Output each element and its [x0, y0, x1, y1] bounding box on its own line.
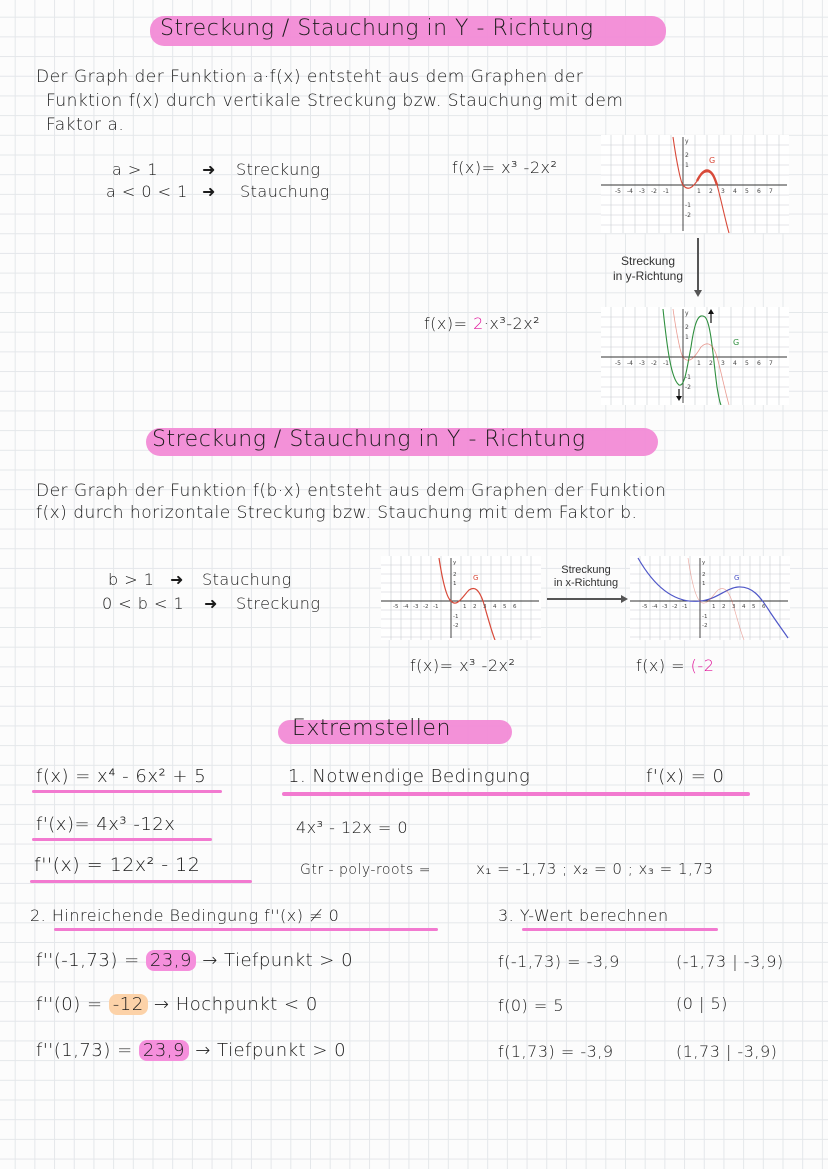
svg-text:y: y: [453, 560, 457, 566]
row3-pre: f''(1,73) =: [36, 1040, 133, 1061]
svg-text:-2: -2: [453, 623, 459, 629]
graph-f-stretched-y: [601, 307, 789, 405]
svg-text:-3: -3: [662, 604, 668, 610]
svg-text:2: 2: [685, 152, 689, 159]
step1-cond: f'(x) = 0: [646, 766, 725, 787]
section3-title: Extremstellen: [292, 716, 451, 741]
svg-text:3: 3: [732, 604, 736, 610]
section1-rule2-cond: a < 0 < 1: [106, 182, 188, 201]
arrow-note-y-line2: in y-Richtung: [612, 269, 684, 283]
gtr-text: Gtr - poly-roots =: [300, 862, 432, 878]
svg-text:-1: -1: [682, 604, 688, 610]
underline-f2: [30, 880, 252, 883]
row2: [36, 994, 318, 1015]
svg-text:-2: -2: [685, 384, 691, 391]
section1-rule1-result: Streckung: [236, 160, 321, 179]
svg-text:2: 2: [453, 572, 457, 578]
section2-rule1-result: Stauchung: [202, 570, 292, 589]
svg-text:-4: -4: [627, 188, 633, 195]
svg-text:2: 2: [709, 188, 713, 195]
section1-func1: f(x)= x³ -2x²: [452, 158, 558, 177]
arrow-note-x-line2: in x-Richtung: [553, 577, 619, 589]
svg-text:4: 4: [733, 360, 737, 367]
svg-text:-4: -4: [403, 604, 409, 610]
svg-text:1: 1: [685, 334, 689, 341]
svg-text:7: 7: [769, 360, 773, 367]
section2-func-right-val: (-2: [690, 656, 715, 675]
section2-rule2-cond: 0 < b < 1: [102, 594, 185, 613]
graph4-label: G: [734, 574, 740, 582]
step2-title: 2. Hinreichende Bedingung f''(x) ≠ 0: [30, 906, 340, 925]
section1-rule1-arrow: ➜: [202, 160, 216, 179]
y1: f(-1,73) = -3,9: [498, 952, 620, 971]
svg-text:-1: -1: [663, 188, 669, 195]
svg-text:-1: -1: [663, 360, 669, 367]
y2-point: (0 | 5): [676, 994, 728, 1013]
horizontal-arrow-line: [547, 598, 623, 600]
horizontal-arrow-head: [621, 595, 628, 603]
svg-text:6: 6: [757, 188, 761, 195]
svg-text:2: 2: [473, 604, 477, 610]
svg-text:-2: -2: [423, 604, 429, 610]
underline-step1: [282, 792, 750, 796]
section1-func2-pre: f(x)=: [424, 314, 474, 333]
svg-text:-1: -1: [685, 202, 691, 209]
graph-f-original: [601, 135, 789, 233]
svg-text:-1: -1: [702, 614, 708, 620]
svg-text:1: 1: [712, 604, 716, 610]
section2-rule2-arrow: ➜: [204, 594, 218, 613]
svg-text:-5: -5: [393, 604, 399, 610]
svg-text:6: 6: [513, 604, 517, 610]
svg-text:y: y: [685, 138, 689, 145]
y3-point: (1,73 | -3,9): [676, 1042, 778, 1061]
step3-title: 3. Y-Wert berechnen: [498, 906, 669, 925]
svg-text:-2: -2: [702, 623, 708, 629]
svg-text:-1: -1: [433, 604, 439, 610]
svg-text:-2: -2: [651, 360, 657, 367]
graph2-label: G: [733, 338, 740, 347]
svg-text:5: 5: [745, 360, 749, 367]
func-f1: f'(x)= 4x³ -12x: [36, 814, 176, 835]
svg-text:-3: -3: [639, 188, 645, 195]
graph1-label: G: [709, 156, 716, 165]
section1-rule1-cond: a > 1: [112, 160, 159, 179]
func-f: f(x) = x⁴ - 6x² + 5: [36, 766, 207, 787]
row1-pre: f''(-1,73) =: [36, 950, 140, 971]
graph-f-original-2: [381, 556, 541, 640]
underline-step3: [522, 928, 718, 931]
svg-text:-4: -4: [627, 360, 633, 367]
svg-text:2: 2: [685, 324, 689, 331]
section1-para-line2: Funktion f(x) durch vertikale Streckung bzw. Stauchung mit dem: [46, 91, 624, 111]
section1-func2-factor: 2: [473, 314, 484, 333]
svg-text:y: y: [685, 310, 689, 317]
graph-f-stretched-x: [630, 556, 790, 640]
section2-func-left: f(x)= x³ -2x²: [410, 656, 516, 675]
section2-func-right-pre: f(x) =: [636, 656, 691, 675]
row3: [36, 1040, 346, 1061]
svg-text:7: 7: [769, 188, 773, 195]
row1-post: → Tiefpunkt > 0: [202, 950, 354, 971]
func-f2: f''(x) = 12x² - 12: [34, 854, 201, 876]
svg-text:2: 2: [709, 360, 713, 367]
row1: [36, 950, 353, 971]
svg-text:-2: -2: [672, 604, 678, 610]
underline-step2: [54, 928, 438, 931]
section1-func2-post: ·x³-2x²: [483, 314, 541, 333]
svg-text:-2: -2: [685, 212, 691, 219]
arrow-note-y: [604, 254, 692, 284]
arrow-note-x: [546, 564, 626, 590]
svg-text:y: y: [702, 560, 706, 566]
section2-rule2-result: Streckung: [236, 594, 321, 613]
svg-text:-4: -4: [652, 604, 658, 610]
section1-para-line1: Der Graph der Funktion a·f(x) entsteht aus dem Graphen der: [36, 67, 584, 87]
svg-text:-1: -1: [453, 614, 459, 620]
svg-text:1: 1: [685, 162, 689, 169]
svg-text:4: 4: [742, 604, 746, 610]
arrow-note-x-line1: Streckung: [561, 564, 611, 576]
svg-text:1: 1: [697, 360, 701, 367]
svg-text:3: 3: [483, 604, 487, 610]
svg-text:4: 4: [733, 188, 737, 195]
section2-rule1-arrow: ➜: [170, 570, 184, 589]
svg-text:5: 5: [745, 188, 749, 195]
svg-text:-2: -2: [651, 188, 657, 195]
section2-rule1-cond: b > 1: [108, 570, 155, 589]
vertical-arrow-line: [697, 238, 699, 294]
row3-val: 23,9: [139, 1040, 189, 1061]
y1-point: (-1,73 | -3,9): [676, 952, 784, 971]
svg-text:1: 1: [453, 581, 457, 587]
svg-text:3: 3: [721, 360, 725, 367]
svg-text:6: 6: [762, 604, 766, 610]
svg-text:-5: -5: [615, 188, 621, 195]
section1-rule2-arrow: ➜: [202, 182, 216, 201]
section1-title: Streckung / Stauchung in Y - Richtung: [160, 16, 594, 41]
svg-text:4: 4: [493, 604, 497, 610]
svg-text:3: 3: [721, 188, 725, 195]
svg-text:5: 5: [503, 604, 507, 610]
svg-text:-5: -5: [615, 360, 621, 367]
section2-para-line1: Der Graph der Funktion f(b·x) entsteht aus dem Graphen der Funktion: [36, 481, 667, 501]
arrow-note-y-line1: Streckung: [620, 254, 676, 268]
svg-text:2: 2: [722, 604, 726, 610]
section1-para-line3: Faktor a.: [46, 115, 125, 135]
step1-title: 1. Notwendige Bedingung: [288, 766, 531, 787]
row1-val: 23,9: [146, 950, 196, 971]
svg-text:6: 6: [757, 360, 761, 367]
underline-f1: [32, 838, 212, 841]
section1-func2: [424, 314, 540, 333]
svg-text:5: 5: [752, 604, 756, 610]
section1-rule2-result: Stauchung: [240, 182, 330, 201]
graph3-label: G: [473, 574, 479, 582]
vertical-arrow-head: [694, 290, 702, 297]
row3-post: → Tiefpunkt > 0: [195, 1040, 347, 1061]
svg-text:-3: -3: [413, 604, 419, 610]
row2-pre: f''(0) =: [36, 994, 103, 1015]
roots: x₁ = -1,73 ; x₂ = 0 ; x₃ = 1,73: [476, 860, 714, 878]
section2-func-right: [636, 656, 714, 675]
svg-text:2: 2: [702, 572, 706, 578]
svg-text:-1: -1: [685, 374, 691, 381]
svg-text:-3: -3: [639, 360, 645, 367]
svg-text:-5: -5: [642, 604, 648, 610]
underline-f: [32, 790, 222, 793]
section2-title: Streckung / Stauchung in Y - Richtung: [152, 427, 586, 452]
step1-eq: 4x³ - 12x = 0: [296, 818, 409, 837]
section2-para-line2: f(x) durch horizontale Streckung bzw. Stauchung mit dem Faktor b.: [36, 503, 638, 523]
svg-text:1: 1: [697, 188, 701, 195]
row2-post: → Hochpunkt < 0: [153, 994, 318, 1015]
y3: f(1,73) = -3,9: [498, 1042, 614, 1061]
svg-text:1: 1: [463, 604, 467, 610]
svg-text:1: 1: [702, 581, 706, 587]
row2-val: -12: [109, 994, 148, 1015]
y2: f(0) = 5: [498, 996, 565, 1015]
